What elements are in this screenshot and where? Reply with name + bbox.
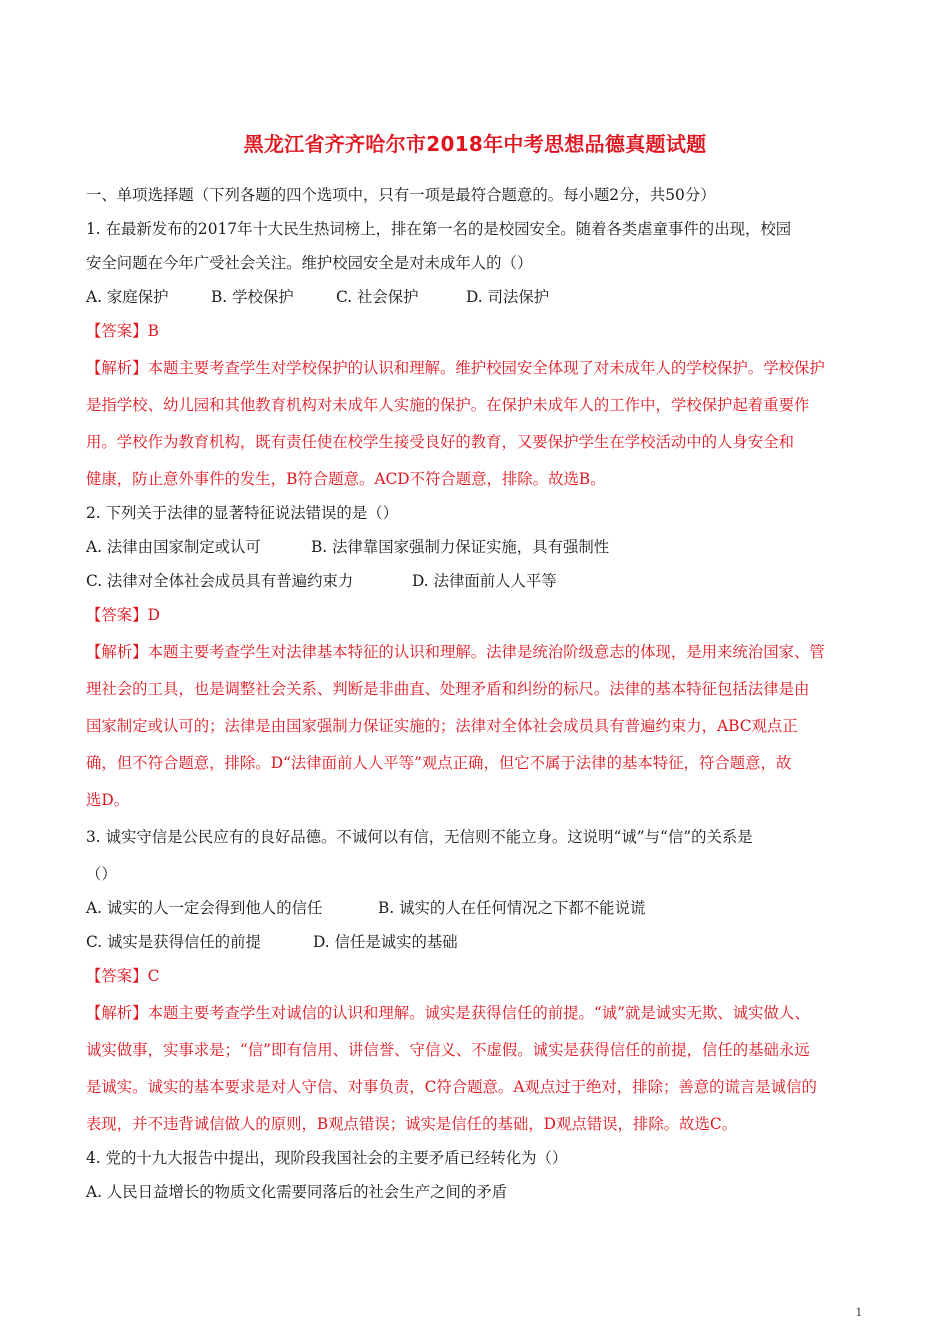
analysis-line: 【解析】本题主要考查学生对法律基本特征的认识和理解。法律是统治阶级意志的体现，是用来统治国家、管 (86, 643, 825, 661)
page-title: 黑龙江省齐齐哈尔市2018年中考思想品德真题试题 (243, 132, 707, 156)
question-stem-line: （） (86, 865, 117, 883)
section-heading: 一、单项选择题（下列各题的四个选项中，只有一项是最符合题意的。每小题2分，共50分） (86, 186, 716, 204)
option-a: A. 诚实的人一定会得到他人的信任 (86, 899, 323, 917)
analysis-line: 是诚实。诚实的基本要求是对人守信、对事负责，C符合题意。A观点过于绝对，排除；善意的谎言是诚信的 (86, 1078, 817, 1096)
question-stem-line: 安全问题在今年广受社会关注。维护校园安全是对未成年人的（） (86, 254, 533, 272)
analysis-line: 用。学校作为教育机构，既有责任使在校学生接受良好的教育，又要保护学生在学校活动中的人身安全和 (86, 433, 794, 451)
analysis-line: 【解析】本题主要考查学生对学校保护的认识和理解。维护校园安全体现了对未成年人的学校保护。学校保护 (86, 359, 825, 377)
analysis-line: 诚实做事，实事求是；“信”即有信用、讲信誉、守信义、不虚假。诚实是获得信任的前提，信任的基础永远 (86, 1041, 810, 1059)
option-c: C. 社会保护 (336, 288, 419, 306)
option-c: C. 法律对全体社会成员具有普遍约束力 (86, 572, 354, 590)
option-b: B. 诚实的人在任何情况之下都不能说谎 (378, 899, 646, 917)
option-a: A. 法律由国家制定或认可 (86, 538, 261, 556)
question-stem-line: 1. 在最新发布的2017年十大民生热词榜上，排在第一名的是校园安全。随着各类虐童事件的出现，校园 (86, 220, 792, 238)
question-stem-line: 4. 党的十九大报告中提出，现阶段我国社会的主要矛盾已经转化为（） (86, 1149, 568, 1167)
analysis-line: 确，但不符合题意，排除。D“法律面前人人平等”观点正确，但它不属于法律的基本特征，符合题意，故 (86, 754, 792, 772)
option-d: D. 法律面前人人平等 (412, 572, 557, 590)
option-d: D. 信任是诚实的基础 (313, 933, 458, 951)
analysis-line: 【解析】本题主要考查学生对诚信的认识和理解。诚实是获得信任的前提。“诚”就是诚实无欺、诚实做人、 (86, 1004, 810, 1022)
analysis-line: 选D。 (86, 791, 130, 809)
question-3 (86, 825, 876, 1136)
option-b: B. 法律靠国家强制力保证实施，具有强制性 (311, 538, 610, 556)
options-row (86, 535, 876, 559)
options-row (86, 569, 876, 593)
question-2 (86, 501, 876, 812)
analysis-line: 是指学校、幼儿园和其他教育机构对未成年人实施的保护。在保护未成年人的工作中，学校保护起着重要作 (86, 396, 810, 414)
answer-line: 【答案】D (86, 606, 160, 624)
options-row (86, 930, 876, 954)
option-d: D. 司法保护 (466, 288, 550, 306)
page-number: 1 (855, 1304, 862, 1319)
answer-line: 【答案】C (86, 967, 160, 985)
answer-line: 【答案】B (86, 322, 159, 340)
question-stem-line: 2. 下列关于法律的显著特征说法错误的是（） (86, 504, 398, 522)
option-a: A. 家庭保护 (86, 288, 169, 306)
question-stem-line: 3. 诚实守信是公民应有的良好品德。不诚何以有信，无信则不能立身。这说明“诚”与“信”的关系是 (86, 828, 753, 846)
analysis-line: 健康，防止意外事件的发生，B符合题意。ACD不符合题意，排除。故选B。 (86, 470, 606, 488)
document-body (86, 183, 876, 1204)
question-4 (86, 1146, 876, 1204)
option-a: A. 人民日益增长的物质文化需要同落后的社会生产之间的矛盾 (86, 1183, 508, 1201)
question-1 (86, 217, 876, 491)
analysis-line: 表现，并不违背诚信做人的原则，B观点错误；诚实是信任的基础，D观点错误，排除。故选C。 (86, 1115, 738, 1133)
option-c: C. 诚实是获得信任的前提 (86, 933, 261, 951)
options-row (86, 896, 876, 920)
analysis-line: 理社会的工具，也是调整社会关系、判断是非曲直、处理矛盾和纠纷的标尺。法律的基本特征包括法律是由 (86, 680, 810, 698)
option-b: B. 学校保护 (211, 288, 294, 306)
options-row (86, 285, 876, 309)
analysis-line: 国家制定或认可的；法律是由国家强制力保证实施的；法律对全体社会成员具有普遍约束力，ABC观点正 (86, 717, 798, 735)
